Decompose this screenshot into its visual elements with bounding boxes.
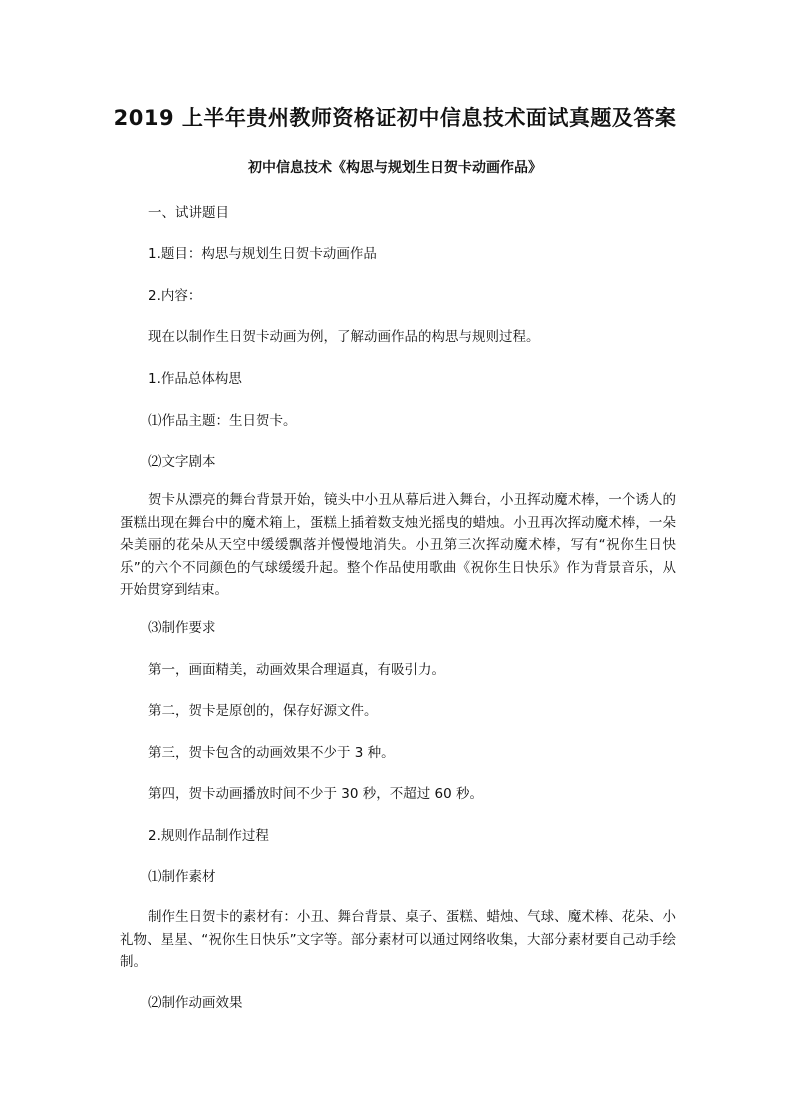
subheading-concept: 1.作品总体构思 [148, 371, 242, 387]
document-title: 2019 上半年贵州教师资格证初中信息技术面试真题及答案 [113, 106, 677, 130]
materials-paragraph: 制作生日贺卡的素材有：小丑、舞台背景、桌子、蛋糕、蜡烛、气球、魔术棒、花朵、小礼物、星星、“祝你生日快乐”文字等。部分素材可以通过网络收集，大部分素材要自己动手绘制。 [120, 909, 676, 970]
theme-text: ⑴作品主题：生日贺卡。 [148, 413, 297, 429]
requirement-1: 第一，画面精美，动画效果合理逼真，有吸引力。 [148, 662, 445, 678]
requirement-3: 第三，贺卡包含的动画效果不少于 3 种。 [148, 745, 395, 761]
materials-heading: ⑴制作素材 [148, 869, 216, 885]
requirement-4: 第四，贺卡动画播放时间不少于 30 秒，不超过 60 秒。 [148, 786, 484, 802]
animation-heading: ⑵制作动画效果 [148, 995, 243, 1011]
requirements-heading: ⑶制作要求 [148, 620, 216, 636]
intro-text: 现在以制作生日贺卡动画为例，了解动画作品的构思与规则过程。 [148, 329, 540, 345]
section-heading: 一、试讲题目 [148, 205, 229, 221]
script-heading: ⑵文字剧本 [148, 454, 216, 470]
requirement-2: 第二，贺卡是原创的，保存好源文件。 [148, 703, 378, 719]
script-paragraph: 贺卡从漂亮的舞台背景开始，镜头中小丑从幕后进入舞台，小丑挥动魔术棒，一个诱人的蛋糕出现在舞台中的魔术箱上，蛋糕上插着数支烛光摇曳的蜡烛。小丑再次挥动魔术棒，一朵朵美丽的花朵从天空中缓缓飘落并慢慢地消失。小丑第三次挥动魔术棒，写有“祝你生日快乐”的六个不同颜色的气球缓缓升起。整个作品使用歌曲《祝你生日快乐》作为背景音乐，从开始贯穿到结束。 [120, 492, 676, 598]
document-subtitle: 初中信息技术《构思与规划生日贺卡动画作品》 [248, 160, 542, 176]
question-topic: 1.题目：构思与规划生日贺卡动画作品 [148, 246, 377, 262]
subheading-process: 2.规则作品制作过程 [148, 828, 269, 844]
question-content-label: 2.内容： [148, 288, 202, 304]
